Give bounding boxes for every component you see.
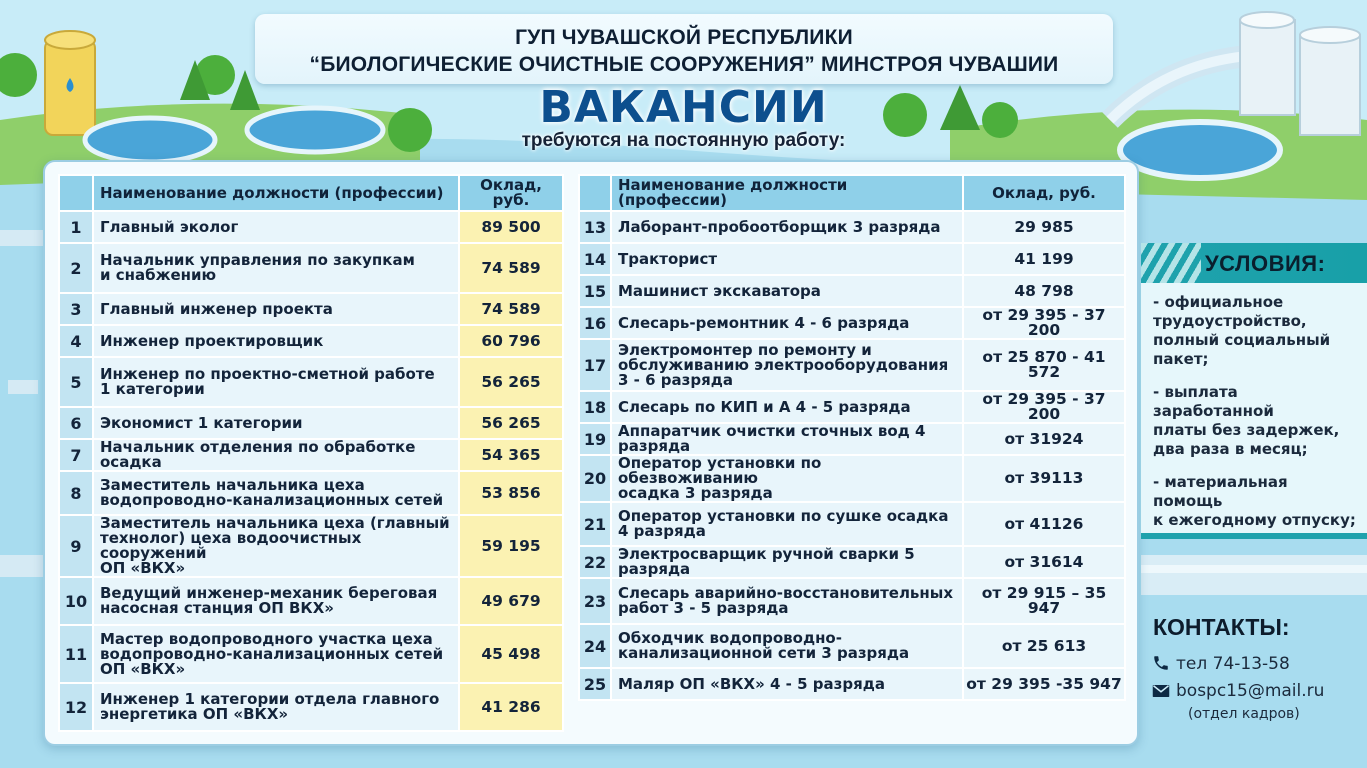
salary-value: 59 195 — [459, 515, 563, 577]
table-header-row — [59, 175, 563, 211]
phone-icon — [1152, 654, 1170, 672]
condition-item: - выплата заработанной платы без задержек, два раза в месяц; — [1153, 383, 1340, 458]
row-number: 13 — [579, 211, 611, 243]
vacancies-table-left — [58, 174, 564, 732]
position-name: Аппаратчик очистки сточных вод 4 разряда — [611, 423, 963, 455]
table-row — [59, 439, 563, 471]
table-row — [59, 471, 563, 515]
table-row — [59, 577, 563, 625]
position-name: Обходчик водопроводно- канализационной сети 3 разряда — [611, 624, 963, 668]
row-number: 10 — [59, 577, 93, 625]
envelope-icon — [1152, 683, 1170, 699]
condition-item: - официальное трудоустройство, полный социальный пакет; — [1153, 293, 1331, 368]
table-row — [579, 211, 1125, 243]
header-salary-cell: Оклад, руб. — [459, 175, 563, 211]
salary-value: 41 199 — [963, 243, 1125, 275]
position-name: Инженер проектировщик — [93, 325, 459, 357]
position-name: Тракторист — [611, 243, 963, 275]
position-name: Оператор установки по сушке осадка 4 разряда — [611, 502, 963, 546]
header-name-cell: Наименование должности (профессии) — [93, 175, 459, 211]
position-name: Главный эколог — [93, 211, 459, 243]
header-box — [255, 14, 1113, 84]
position-name: Заместитель начальника цеха (главный технолог) цеха водоочистных сооружений ОП «ВКХ» — [93, 515, 459, 577]
position-name: Начальник управления по закупкам и снабжению — [93, 243, 459, 293]
table-row — [579, 275, 1125, 307]
salary-value: от 25 870 - 41 572 — [963, 339, 1125, 391]
row-number: 15 — [579, 275, 611, 307]
salary-value: 56 265 — [459, 407, 563, 439]
conditions-box — [1141, 283, 1367, 539]
row-number: 7 — [59, 439, 93, 471]
salary-value: от 41126 — [963, 502, 1125, 546]
row-number: 1 — [59, 211, 93, 243]
row-number: 18 — [579, 391, 611, 423]
row-number: 5 — [59, 357, 93, 407]
page-subtitle: требуются на постоянную работу: — [521, 130, 846, 151]
salary-value: 56 265 — [459, 357, 563, 407]
row-number: 20 — [579, 455, 611, 502]
vacancies-table-right — [578, 174, 1126, 701]
position-name: Главный инженер проекта — [93, 293, 459, 325]
position-name: Начальник отделения по обработке осадка — [93, 439, 459, 471]
row-number: 17 — [579, 339, 611, 391]
position-name: Электросварщик ручной сварки 5 разряда — [611, 546, 963, 578]
table-row — [59, 211, 563, 243]
salary-value: 89 500 — [459, 211, 563, 243]
salary-value: от 31924 — [963, 423, 1125, 455]
salary-value: от 29 395 - 37 200 — [963, 307, 1125, 339]
position-name: Заместитель начальника цеха водопроводно-канализационных сетей — [93, 471, 459, 515]
position-name: Слесарь по КИП и А 4 - 5 разряда — [611, 391, 963, 423]
position-name: Мастер водопроводного участка цеха водопроводно-канализационных сетей ОП «ВКХ» — [93, 625, 459, 683]
table-row — [59, 625, 563, 683]
table-row — [579, 502, 1125, 546]
table-row — [579, 391, 1125, 423]
salary-value: от 29 915 – 35 947 — [963, 578, 1125, 624]
table-row — [59, 357, 563, 407]
row-number: 6 — [59, 407, 93, 439]
salary-value: 74 589 — [459, 293, 563, 325]
position-name: Ведущий инженер-механик береговая насосная станция ОП ВКХ» — [93, 577, 459, 625]
stripe-decoration — [1141, 243, 1201, 283]
header-num-cell — [579, 175, 611, 211]
table-row — [579, 455, 1125, 502]
row-number: 4 — [59, 325, 93, 357]
table-row — [579, 307, 1125, 339]
table-row — [59, 515, 563, 577]
salary-value: 53 856 — [459, 471, 563, 515]
table-row — [59, 407, 563, 439]
header-num-cell — [59, 175, 93, 211]
position-name: Слесарь-ремонтник 4 - 6 разряда — [611, 307, 963, 339]
row-number: 21 — [579, 502, 611, 546]
table-row — [59, 683, 563, 731]
salary-value: 60 796 — [459, 325, 563, 357]
org-name-line-1: ГУП ЧУВАШСКОЙ РЕСПУБЛИКИ — [515, 26, 853, 49]
table-row — [59, 243, 563, 293]
position-name: Лаборант-пробоотборщик 3 разряда — [611, 211, 963, 243]
table-row — [579, 546, 1125, 578]
contact-email — [1152, 681, 1324, 701]
hr-department-note: (отдел кадров) — [1188, 706, 1300, 722]
salary-value: 54 365 — [459, 439, 563, 471]
row-number: 12 — [59, 683, 93, 731]
position-name: Слесарь аварийно-восстановительных работ 3 - 5 разряда — [611, 578, 963, 624]
table-row — [59, 325, 563, 357]
position-name: Машинист экскаватора — [611, 275, 963, 307]
condition-item: - материальная помощь к ежегодному отпуску; — [1153, 473, 1356, 529]
position-name: Экономист 1 категории — [93, 407, 459, 439]
position-name: Инженер по проектно-сметной работе 1 категории — [93, 357, 459, 407]
row-number: 24 — [579, 624, 611, 668]
salary-value: от 29 395 - 37 200 — [963, 391, 1125, 423]
contact-phone — [1152, 654, 1290, 674]
table-row — [579, 624, 1125, 668]
position-name: Инженер 1 категории отдела главного энергетика ОП «ВКХ» — [93, 683, 459, 731]
salary-value: от 25 613 — [963, 624, 1125, 668]
table-row — [59, 293, 563, 325]
position-name: Электромонтер по ремонту и обслуживанию электрооборудования 3 - 6 разряда — [611, 339, 963, 391]
row-number: 25 — [579, 668, 611, 700]
row-number: 16 — [579, 307, 611, 339]
salary-value: от 29 395 -35 947 — [963, 668, 1125, 700]
salary-value: от 31614 — [963, 546, 1125, 578]
salary-value: 41 286 — [459, 683, 563, 731]
row-number: 23 — [579, 578, 611, 624]
conditions-title: УСЛОВИЯ: — [1205, 251, 1326, 276]
row-number: 8 — [59, 471, 93, 515]
position-name: Маляр ОП «ВКХ» 4 - 5 разряда — [611, 668, 963, 700]
row-number: 3 — [59, 293, 93, 325]
table-row — [579, 339, 1125, 391]
header-salary-cell: Оклад, руб. — [963, 175, 1125, 211]
row-number: 9 — [59, 515, 93, 577]
salary-value: 49 679 — [459, 577, 563, 625]
header-name-cell: Наименование должности (профессии) — [611, 175, 963, 211]
table-row — [579, 243, 1125, 275]
org-name-line-2: “БИОЛОГИЧЕСКИЕ ОЧИСТНЫЕ СООРУЖЕНИЯ” МИНСТРОЯ ЧУВАШИИ — [309, 53, 1059, 76]
salary-value: 29 985 — [963, 211, 1125, 243]
email-address[interactable]: bospc15@mail.ru — [1176, 681, 1325, 701]
row-number: 19 — [579, 423, 611, 455]
row-number: 22 — [579, 546, 611, 578]
conditions-banner — [1141, 243, 1367, 283]
salary-value: 74 589 — [459, 243, 563, 293]
table-row — [579, 423, 1125, 455]
row-number: 14 — [579, 243, 611, 275]
salary-value: 45 498 — [459, 625, 563, 683]
salary-value: от 39113 — [963, 455, 1125, 502]
phone-number[interactable]: тел 74-13-58 — [1176, 654, 1290, 674]
contacts-title: КОНТАКТЫ: — [1153, 614, 1290, 640]
table-row — [579, 578, 1125, 624]
table-row — [579, 668, 1125, 700]
position-name: Оператор установки по обезвоживанию осадка 3 разряда — [611, 455, 963, 502]
table-header-row — [579, 175, 1125, 211]
row-number: 2 — [59, 243, 93, 293]
row-number: 11 — [59, 625, 93, 683]
salary-value: 48 798 — [963, 275, 1125, 307]
page-title: ВАКАНСИИ — [539, 82, 828, 133]
